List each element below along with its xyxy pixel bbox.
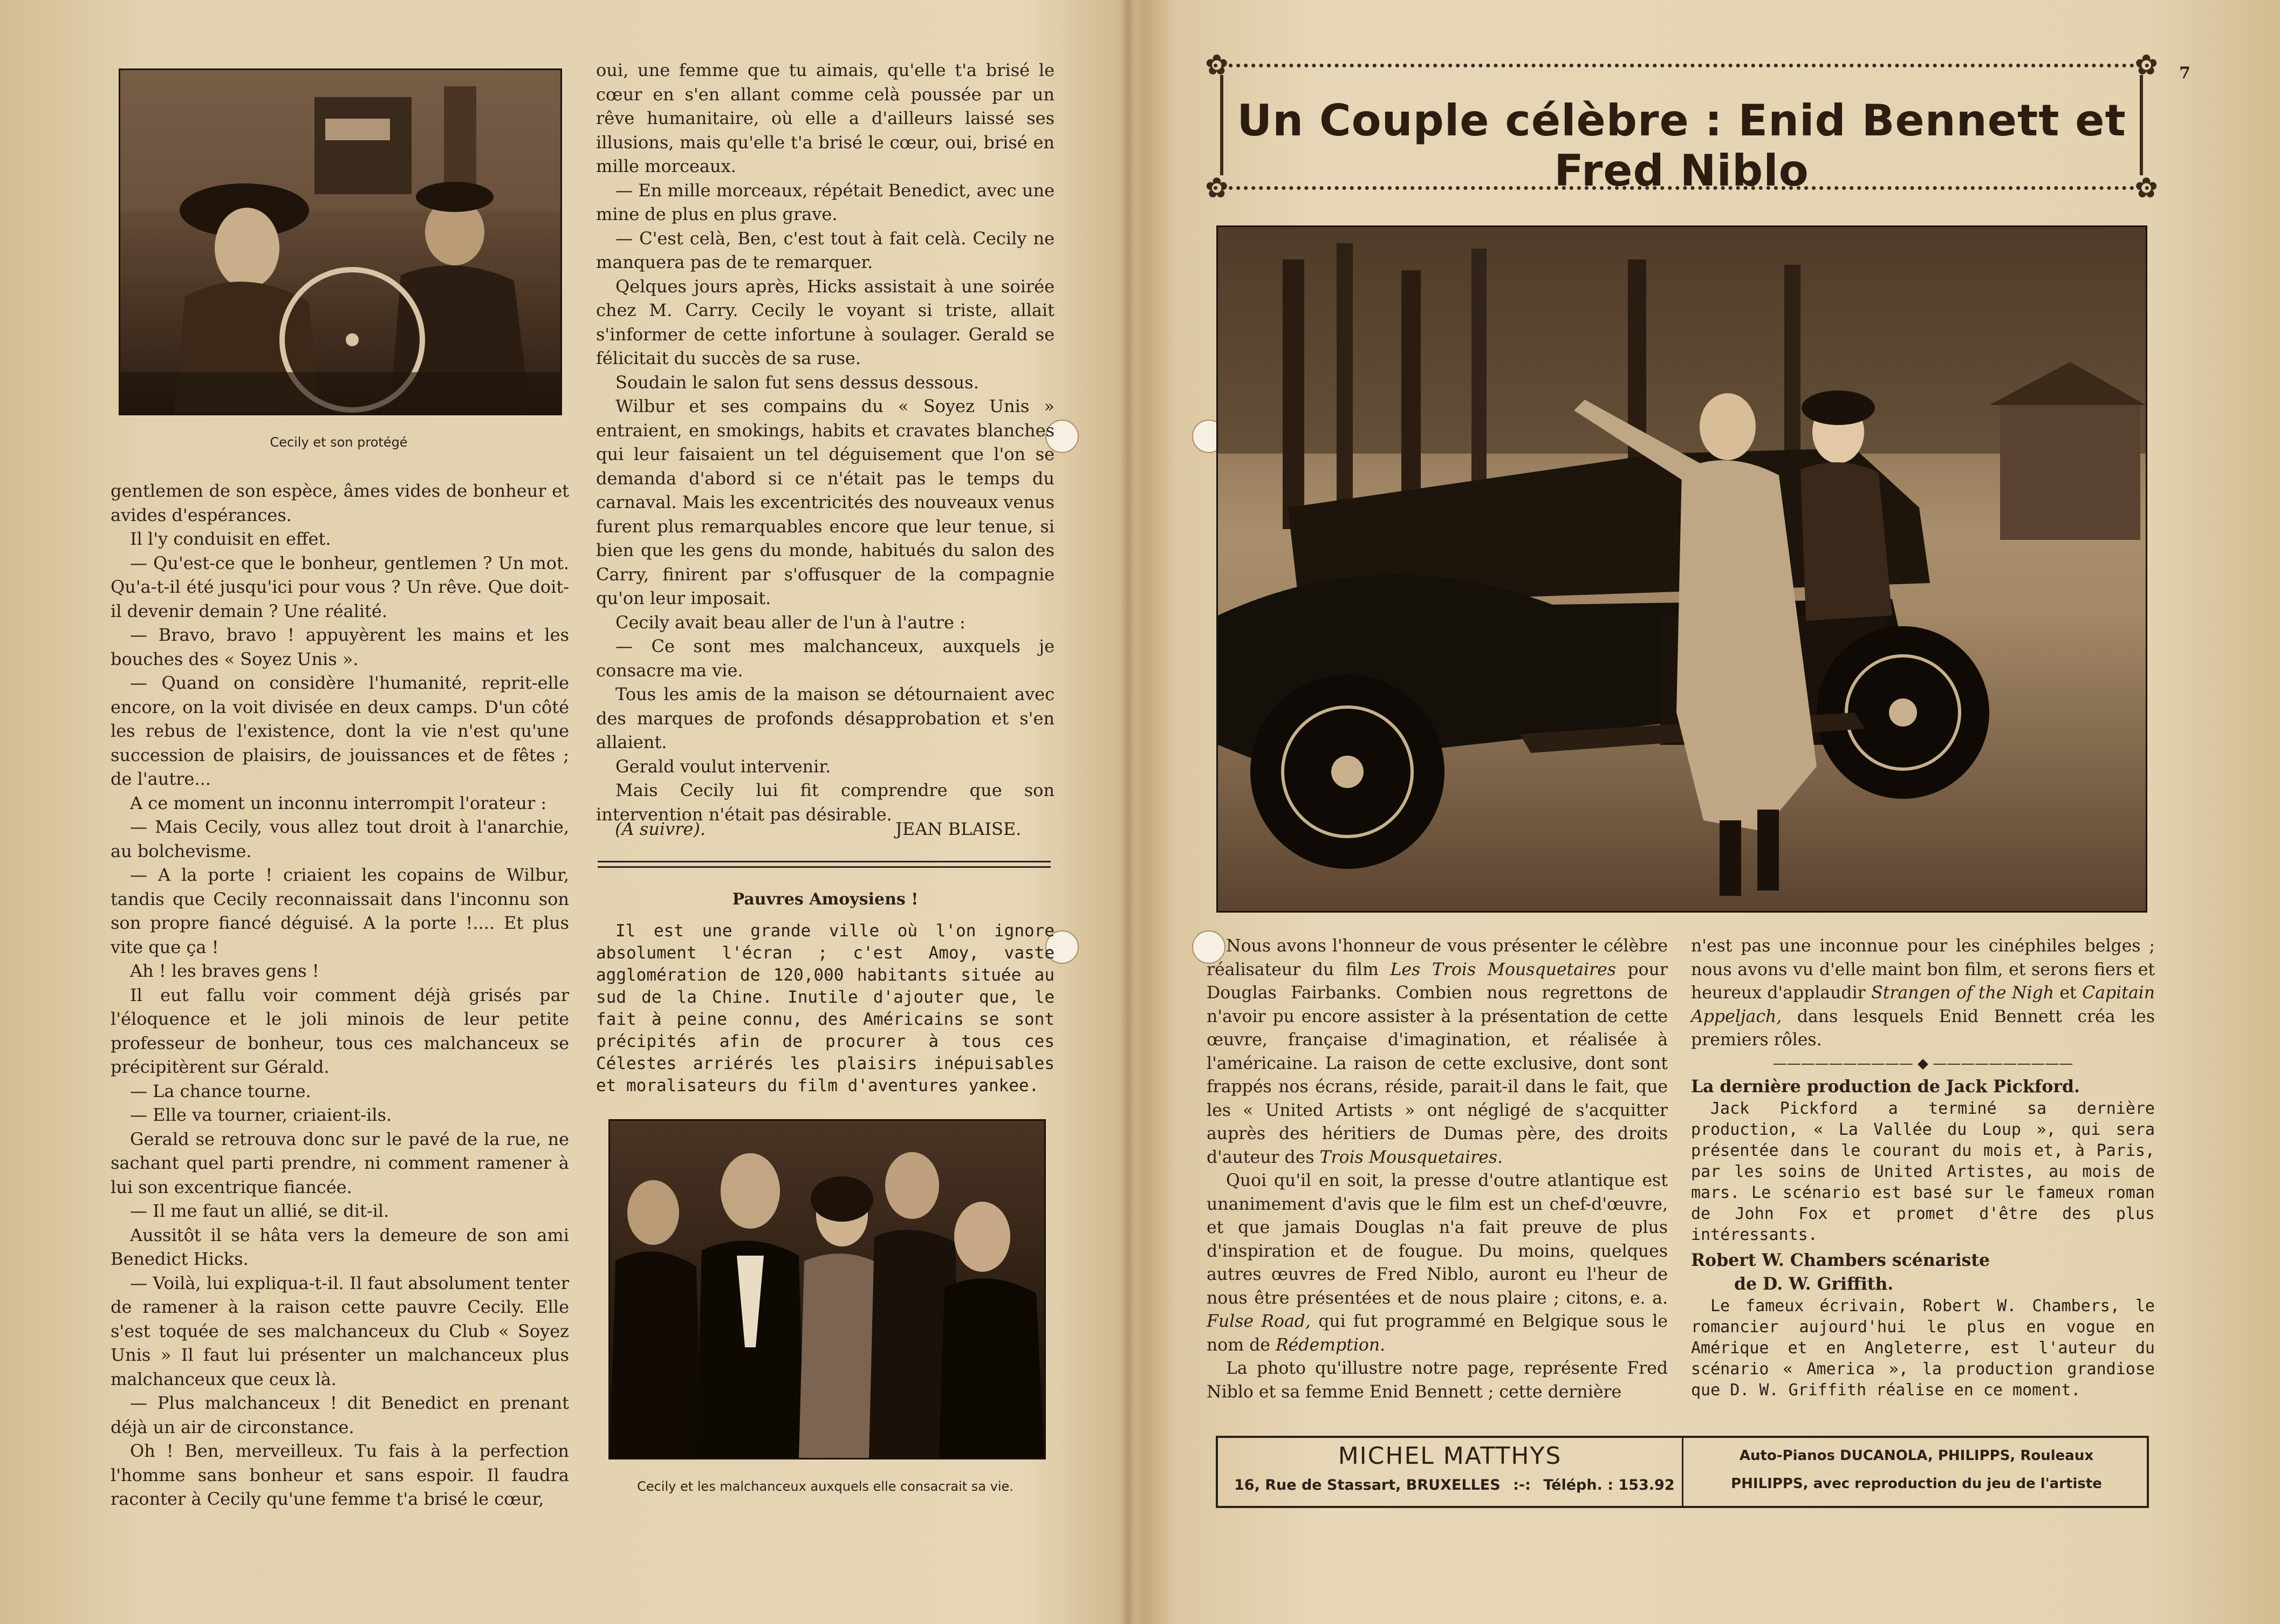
middle-paragraph: Qelques jours après, Hicks assistait à une soirée chez M. Carry. Cecily le voyant si triste, allait s'informer de cette infortune à soulager. Gerald se félicitait du succès de sa ruse. [596, 276, 1055, 368]
article-title: Un Couple célèbre : Enid Bennett et Fred Niblo [1237, 95, 2126, 196]
left-paragraph: Ah ! les braves gens ! [130, 961, 319, 981]
ad-left-section [1218, 1438, 1683, 1506]
section-divider [598, 866, 1051, 868]
niblo-text: qui fut programmé en Belgique sous le nom de [1207, 1312, 1668, 1355]
a-suivre: (A suivre). [615, 819, 706, 839]
bennett-text: n'est pas une inconnue pour les cinéphiles belges ; nous avons vu d'elle maint bon film, et serons fiers et heureux d'applaudir [1691, 936, 2155, 1003]
right-column-2 [1691, 935, 2155, 1401]
niblo-text: Nous avons l'honneur de vous présenter le célèbre réalisateur du film [1207, 936, 1668, 979]
middle-paragraph: Mais Cecily lui fit comprendre que son intervention n'était pas désirable. [596, 780, 1055, 825]
bennett-text: et [2054, 983, 2083, 1003]
niblo-paragraph: La photo qu'illustre notre page, représente Fred Niblo et sa femme Enid Bennett ; cette dernière [1207, 1359, 1668, 1402]
left-paragraph: — A la porte ! criaient les copains de Wilbur, tandis que Cecily reconnaissait dans l'inconnu son son propre fiancé déguisé. A la porte !.... Et plus vite que ça ! [111, 865, 569, 957]
left-paragraph: — Quand on considère l'humanité, reprit-elle encore, on la voit divisée en deux camps. D'un côté les rebus de l'existence, dont la vie n'est qu'une succession de plaisirs, de jouissances et de fêtes ; de l'autre... [111, 673, 569, 789]
niblo-text: pour Douglas Fairbanks. Combien nous regrettons de n'avoir pu encore assister à la présentation de cette œuvre, française d'imagination, et réalisée à l'américaine. La raison de cette exclusive, dont sont frappés nos écrans, réside, parait-il dans le fait, que les « United Artists » ont négligé de s'acquitter auprès des héritiers de Dumas père, des droits d'auteur des [1207, 960, 1668, 1167]
photo-cecily-car-image [120, 70, 560, 414]
left-paragraph: Il l'y conduisit en effet. [130, 529, 331, 549]
niblo-paragraph [1207, 935, 1668, 1169]
ornament-icon: ✿ [2134, 49, 2158, 81]
photo1-caption: Cecily et son protégé [270, 435, 408, 450]
left-paragraph: A ce moment un inconnu interrompit l'orateur : [130, 792, 547, 813]
ad-name: MICHEL MATTHYS [1338, 1442, 1562, 1470]
niblo-text: Quoi qu'il en soit, la presse d'outre atlantique est unanimement d'avis que le film est un chef-d'œuvre, et que jamais Douglas n'a fait preuve de plus d'inspiration et de fougue. Du moins, quelques autres œuvres de Fred Niblo, auront eu l'heur de nous être présentées et de nous plaire ; citons, e. a. [1207, 1171, 1668, 1308]
amoy-paragraph: Il est une grande ville où l'on ignore absolument l'écran ; c'est Amoy, vaste agglomération de 120,000 habitants située au sud de la Chine. Inutile d'ajouter que, le fait à peine connu, des Américains se sont précipités afin de procurer à tous ces Célestes arriérés les plaisirs inépuisables et moralisateurs du film d'aventures yankee. [596, 921, 1055, 1095]
left-paragraph: — Mais Cecily, vous allez tout droit à l'anarchie, au bolchevisme. [111, 817, 569, 861]
film-title: Fulse Road, [1207, 1312, 1311, 1331]
section-divider [598, 861, 1051, 862]
middle-paragraph: oui, une femme que tu aimais, qu'elle t'a brisé le cœur en s'en allant comme celà poussée par un rêve humanitaire, où elle a d'ailleurs laissé ses illusions, mais qu'elle t'a brisé le cœur, oui, brisé en mille morceaux. [596, 60, 1055, 176]
middle-paragraph: Tous les amis de la maison se détournaient avec des marques de profonds désapprobation et s'en allaient. [596, 684, 1055, 752]
pickford-paragraph: Jack Pickford a terminé sa dernière production, « La Vallée du Loup », qui sera présentée dans le courant du mois et, à Paris, par les soins de United Artistes, au mois de mars. Le scénario est basé sur le fameux roman de John Fox et promet d'être des plus intéressants. [1691, 1099, 2155, 1244]
film-title: Strangen of the Nigh [1871, 983, 2055, 1003]
middle-paragraph: Cecily avait beau aller de l'un à l'autre : [615, 612, 966, 633]
chambers-heading-line2: de D. W. Griffith. [1734, 1273, 1894, 1294]
left-paragraph: gentlemen de son espèce, âmes vides de bonheur et avides d'espérances. [111, 481, 569, 525]
left-paragraph: Gerald se retrouva donc sur le pavé de la rue, ne sachant quel parti prendre, ni comment ramener à lui son excentrique fiancée. [111, 1128, 569, 1197]
middle-paragraph: — C'est celà, Ben, c'est tout à fait celà. Cecily ne manquera pas de te remarquer. [596, 228, 1055, 272]
left-paragraph: Il eut fallu voir comment déjà grisés par l'éloquence et le joli minois de leur petite professeur de bonheur, tous ces malchanceux se précipitèrent sur Gérald. [111, 984, 569, 1077]
ornament-icon: ✿ [2134, 172, 2158, 204]
photo-niblo-bennett-car [1216, 225, 2147, 913]
film-title: Capitain Appeljach, [1691, 983, 2155, 1026]
amoy-heading: Pauvres Amoysiens ! [732, 890, 919, 909]
left-paragraph: — La chance tourne. [130, 1080, 311, 1101]
matthys-advertisement [1216, 1436, 2149, 1508]
photo-niblo-bennett-image [1218, 227, 2146, 911]
left-paragraph: Aussitôt il se hâta vers la demeure de son ami Benedict Hicks. [111, 1224, 569, 1269]
amoy-article [596, 920, 1055, 1097]
ornament-icon: ✿ [1205, 172, 1229, 204]
middle-paragraph: — Ce sont mes malchanceux, auxquels je consacre ma vie. [596, 636, 1055, 681]
ad-address-line [1234, 1477, 1675, 1493]
pickford-heading: La dernière production de Jack Pickford. [1691, 1076, 2080, 1097]
ornament-icon: ✿ [1205, 49, 1229, 81]
middle-paragraph: — En mille morceaux, répétait Benedict, avec une mine de plus en plus grave. [596, 180, 1055, 224]
left-paragraph: — Il me faut un allié, se dit-il. [130, 1201, 389, 1221]
left-column [111, 479, 569, 1511]
film-title: Trois Mousquetaires. [1319, 1147, 1503, 1167]
photo-cecily-car [119, 68, 562, 415]
chambers-heading-line1: Robert W. Chambers scénariste [1691, 1250, 1990, 1270]
left-paragraph: Oh ! Ben, merveilleux. Tu fais à la perfection l'homme sans bonheur et sans espoir. Il faudra raconter à Cecily qu'une femme t'a brisé le cœur, [111, 1441, 569, 1509]
photo-cecily-group-image [610, 1121, 1044, 1458]
photo-cecily-group [608, 1119, 1046, 1459]
middle-paragraph: Gerald voulut intervenir. [615, 756, 831, 777]
left-paragraph: — Voilà, lui expliqua-t-il. Il faut absolument tenter de ramener à la raison cette pauvre Cecily. Elle s'est toquée de ses malchanceux du Club « Soyez Unis » Il faut lui présenter un malchanceux plus malchanceux que ceux là. [111, 1272, 569, 1389]
left-paragraph: — Elle va tourner, criaient-ils. [130, 1105, 392, 1125]
middle-paragraph: Wilbur et ses compains du « Soyez Unis » entraient, en smokings, habits et cravates blanches qui leur faisaient un tel déguisement que l'on se demanda d'abord si ce n'était pas le temps du carnaval. Mais les excentricités des nouveaux venus furent plus remarquables encore que leur tenue, si bien que les gens du monde, habitués du salon des Carry, finirent par s'offusquer de la compagnie qu'on leur imposait. [596, 396, 1055, 608]
ad-phone: Téléph. : 153.92 [1543, 1477, 1675, 1493]
middle-paragraph: Soudain le salon fut sens dessus dessous. [615, 372, 979, 393]
niblo-paragraph [1207, 1169, 1668, 1357]
column-divider-ornament: —————————— ◆ —————————— [1772, 1055, 2073, 1072]
center-fold [1120, 0, 1136, 1624]
chambers-paragraph: Le fameux écrivain, Robert W. Chambers, le romancier aujourd'hui le plus en vogue en Amérique et en Angleterre, est l'auteur du scénario « America », la production grandiose que D. W. Griffith réalise en ce moment. [1691, 1297, 2155, 1400]
ad-right-line1: Auto-Pianos DUCANOLA, PHILIPPS, Rouleaux [1739, 1448, 2094, 1464]
left-paragraph: — Plus malchanceux ! dit Benedict en prenant déjà un air de circonstance. [111, 1393, 569, 1437]
photo2-caption: Cecily et les malchanceux auxquels elle consacrait sa vie. [637, 1479, 1014, 1494]
ad-separator: :-: [1513, 1477, 1531, 1493]
left-paragraph: — Qu'est-ce que le bonheur, gentlemen ? Un mot. Qu'a-t-il été jusqu'ici pour vous ? Un rêve. Que doit-il devenir demain ? Une réalité. [111, 552, 569, 621]
bennett-text: dans lesquels Enid Bennett créa les premiers rôles. [1691, 1006, 2155, 1050]
right-column-1 [1207, 935, 1668, 1404]
film-title: Rédemption. [1275, 1335, 1386, 1355]
left-paragraph: — Bravo, bravo ! appuyèrent les mains et les bouches des « Soyez Unis ». [111, 625, 569, 669]
film-title: Les Trois Mousquetaires [1390, 960, 1616, 979]
page-number: 7 [2179, 64, 2190, 83]
bennett-paragraph [1691, 935, 2155, 1052]
author-signature: JEAN BLAISE. [895, 819, 1022, 839]
middle-column [596, 58, 1055, 826]
ad-right-line2: PHILIPPS, avec reproduction du jeu de l'artiste [1731, 1476, 2102, 1492]
ad-address: 16, Rue de Stassart, BRUXELLES [1234, 1477, 1501, 1493]
title-frame [1205, 49, 2158, 204]
